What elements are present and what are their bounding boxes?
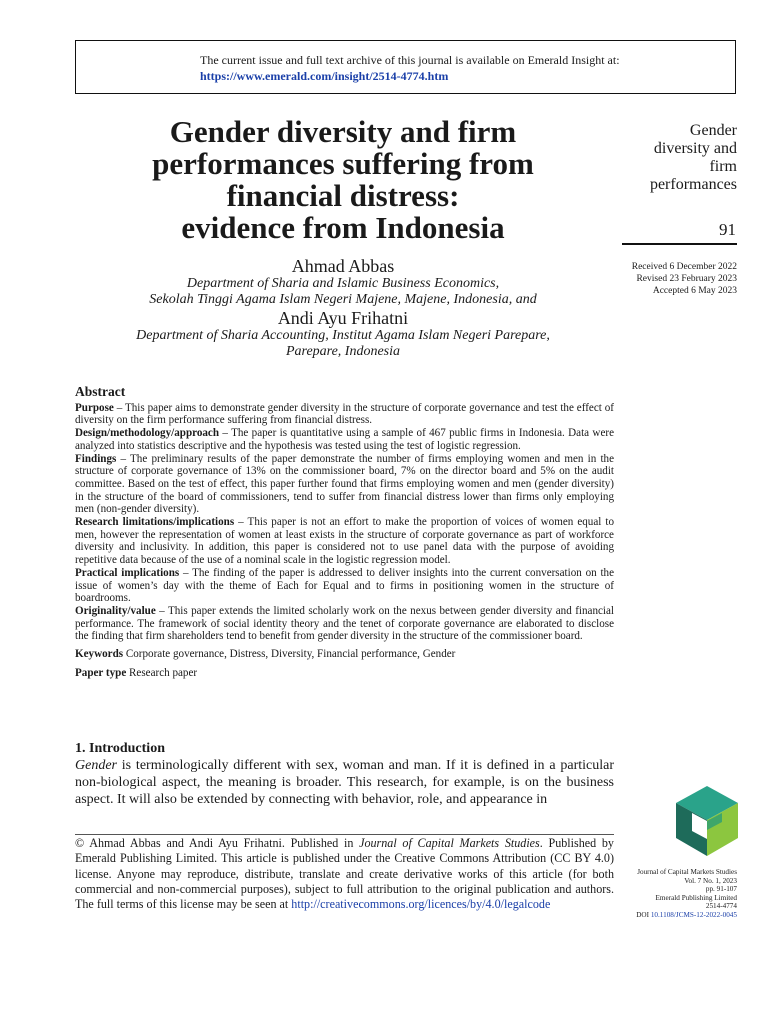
margin-rule	[622, 243, 737, 245]
author-affiliation: Sekolah Tinggi Agama Islam Negeri Majene, Majene, Indonesia, and	[149, 292, 537, 307]
doi-link[interactable]: 10.1108/JCMS-12-2022-0045	[650, 910, 737, 919]
emphasis: Gender	[75, 758, 117, 773]
section-text: – This paper is not an effort to make the proportion of voices of women equal to men, however the representation of women at least exists in the structure of corporate governance as part of workforce diversity and inclusivity. In addition, this paper is considered not to use panel data with the purpose of avoiding repetitive data because of the use of a nominal scale in the logistic regression model.	[75, 516, 615, 567]
article-title	[88, 116, 598, 244]
running-head-line: Gender	[689, 122, 737, 139]
section-text: – The preliminary results of the paper demonstrate the number of firms employing women and men in the structure of corporate governance of 13% on the commissioner board, 7% on the director board and 5% on the audit committee. Based on the test of effect, this paper further found that firms employing women and men (gender diversity) in the structure of the board of commissioners, tend to suffer from financial distress lower than firms only employing men (non-gender diversity).	[75, 452, 614, 516]
footnote-text: . Published by Emerald Publishing Limited. This article is published under the Creative Commons Attribution (CC BY 4.0) license. Anyone may reproduce, distribute, translate and create derivative works of this article (for both commercial and non-commercial purposes), subject to full attribution to the original publication and authors. The full terms of this license may be seen at	[75, 836, 614, 912]
footnote-text: © Ahmad Abbas and Andi Ayu Frihatni. Published in	[75, 836, 360, 850]
journal-info	[636, 868, 737, 920]
title-line: financial distress:	[226, 178, 460, 213]
article-dates	[632, 261, 737, 297]
author-affiliation: Department of Sharia Accounting, Institut Agama Islam Negeri Parepare,	[136, 328, 550, 343]
section-label: Research limitations/implications	[75, 516, 235, 529]
page-number: 91	[719, 220, 736, 239]
journal-publisher: Emerald Publishing Limited	[655, 893, 737, 902]
abstract-findings	[75, 453, 614, 517]
journal-archive-link[interactable]: https://www.emerald.com/insight/2514-4774.htm	[200, 69, 449, 83]
abstract-originality	[75, 605, 614, 643]
section-label: Design/methodology/approach	[75, 427, 220, 440]
author-name: Andi Ayu Frihatni	[277, 308, 409, 328]
running-head-line: diversity and	[653, 140, 737, 157]
access-notice-box	[75, 40, 736, 94]
license-footnote	[75, 836, 614, 912]
abstract-heading: Abstract	[75, 384, 126, 399]
paragraph-text: is terminologically different with sex, woman and man. If it is defined in a particular non-biological aspect, the meaning is broader. This research, for example, is on the business aspect. It will also be extended by connecting with behavior, role, and appearance in	[75, 758, 614, 807]
footnote-rule	[75, 834, 614, 835]
intro-paragraph	[75, 757, 614, 808]
abstract-purpose	[75, 402, 614, 427]
authors-block	[90, 256, 596, 360]
doi-line	[636, 911, 737, 920]
author-affiliation: Parepare, Indonesia	[285, 344, 401, 359]
journal-volume: Vol. 7 No. 1, 2023	[684, 876, 737, 885]
keywords	[75, 648, 614, 661]
abstract-practical	[75, 567, 614, 605]
license-link[interactable]: http://creativecommons.org/licences/by/4.0/legalcode	[291, 897, 551, 912]
section-heading: 1. Introduction	[75, 741, 165, 756]
journal-issn: 2514-4774	[705, 902, 737, 911]
paper-type	[75, 667, 614, 680]
accepted-date: Accepted 6 May 2023	[652, 286, 737, 296]
section-label: Originality/value	[75, 604, 156, 617]
abstract-design	[75, 427, 614, 452]
author-name: Ahmad Abbas	[291, 256, 395, 276]
running-head	[650, 122, 737, 194]
abstract	[75, 386, 614, 679]
section-text: Research paper	[126, 666, 198, 679]
introduction	[75, 740, 614, 808]
author-affiliation: Department of Sharia and Islamic Business Economics,	[186, 276, 500, 291]
section-label: Paper type	[75, 666, 127, 679]
journal-name: Journal of Capital Markets Studies	[359, 836, 540, 850]
title-line: performances suffering from	[152, 146, 534, 181]
section-text: Corporate governance, Distress, Diversity, Financial performance, Gender	[123, 648, 456, 661]
journal-title: Journal of Capital Markets Studies	[637, 868, 737, 876]
section-label: Practical implications	[75, 566, 180, 579]
journal-logo-icon	[676, 786, 738, 856]
journal-pages: pp. 91-107	[705, 885, 737, 894]
revised-date: Revised 23 February 2023	[636, 274, 737, 284]
access-notice-text: The current issue and full text archive of this journal is available on Emerald Insight at:	[200, 53, 620, 67]
section-text: – The finding of the paper is addressed to deliver insights into the current conversation on the issue of women’s day with the theme of Each for Equal and to firms in positioning women in the structure of boardrooms.	[75, 566, 614, 605]
title-line: Gender diversity and firm	[169, 114, 517, 149]
running-head-line: performances	[649, 176, 737, 193]
section-text: – This paper extends the limited scholarly work on the nexus between gender diversity and financial performance. The framework of social identity theory and the tenet of corporate governance are elaborated to disclose the finding that firm shareholders tend to benefit from gender diversity in the structure of the commissioner board.	[75, 604, 614, 643]
received-date: Received 6 December 2022	[631, 262, 737, 272]
section-label: Findings	[75, 452, 117, 465]
section-label: Purpose	[75, 401, 114, 414]
section-text: – This paper aims to demonstrate gender diversity in the structure of corporate governance and test the effect of diversity on the firm performance suffering from financial distress.	[75, 401, 614, 427]
section-label: Keywords	[75, 648, 124, 661]
title-line: evidence from Indonesia	[181, 210, 505, 245]
running-head-line: firm	[709, 158, 737, 175]
doi-label: DOI	[636, 910, 651, 919]
abstract-limitations	[75, 516, 614, 567]
section-text: – The paper is quantitative using a sample of 467 public firms in Indonesia. Data were analyzed into statistics descriptive and the hypothesis was tested using the test of logistic regression.	[75, 427, 614, 452]
